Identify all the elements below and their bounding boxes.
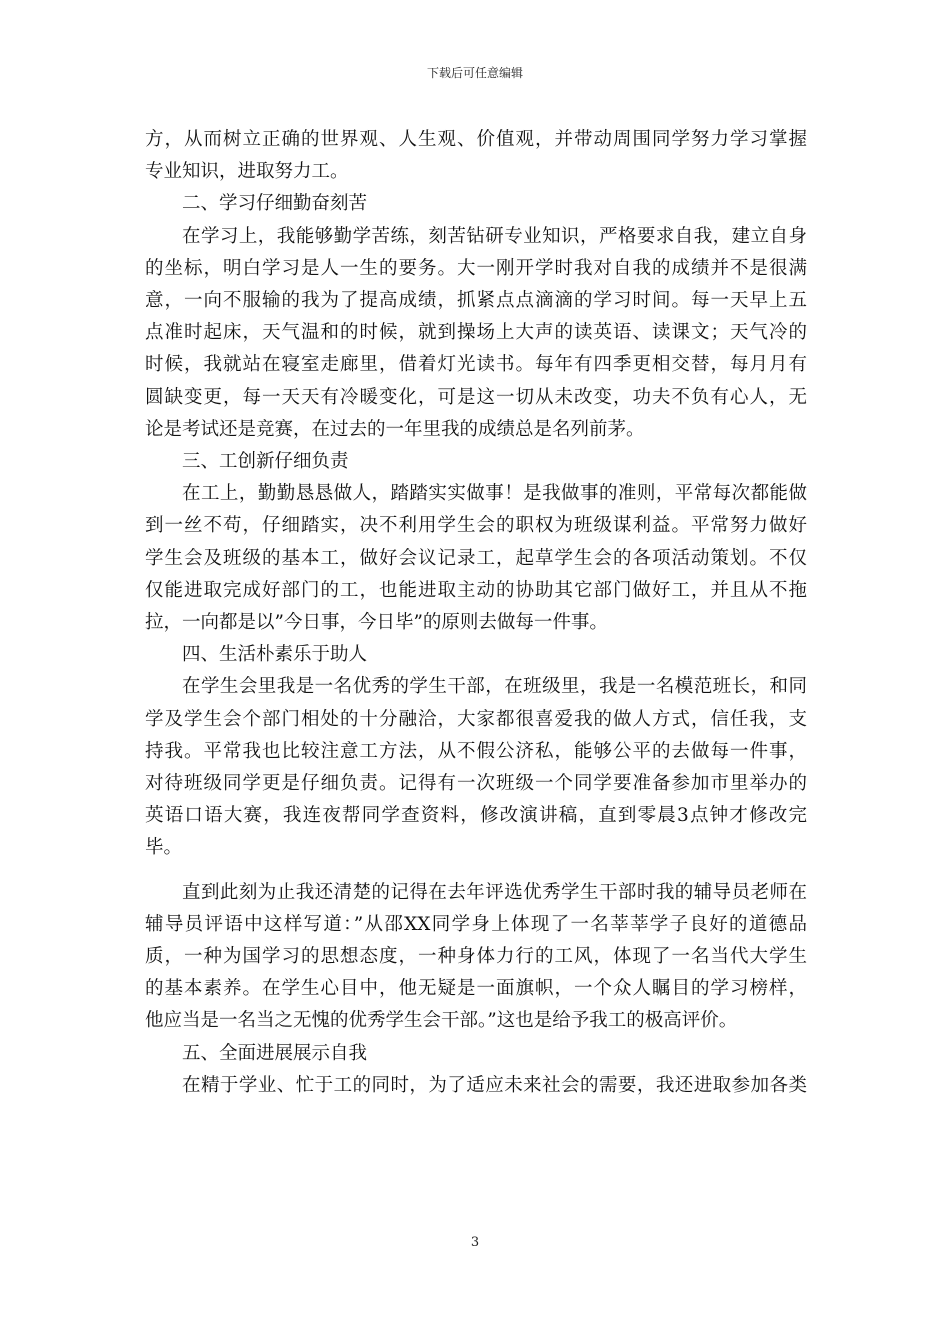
text-line: 专业知识，进取努力工。	[145, 161, 349, 183]
text-line: 直到此刻为止我还清楚的记得在去年评选优秀学生干部时我的辅导员老师在	[182, 881, 807, 903]
text-line: 意，一向不服输的我为了提高成绩，抓紧点点滴滴的学习时间。每一天早上五	[145, 290, 807, 312]
text-line: 到一丝不苟，仔细踏实，决不利用学生会的职权为班级谋利益。平常努力做好	[145, 515, 807, 537]
text-line: 的基本素养。在学生心目中，他无疑是一面旗帜，一个众人瞩目的学习榜样，	[145, 978, 807, 1000]
text-line: 辅导员评语中这样写道：”从邵XX同学身上体现了一名莘莘学子良好的道德品	[145, 913, 807, 935]
paragraph	[145, 1070, 807, 1102]
text-line: 方，从而树立正确的世界观、人生观、价值观，并带动周围同学努力学习掌握	[145, 129, 807, 150]
text-line: 对待班级同学更是仔细负责。记得有一次班级一个同学要准备参加市里举办的	[145, 773, 807, 795]
text-line: 时候，我就站在寝室走廊里，借着灯光读书。每年有四季更相交替，每月月有	[145, 354, 807, 376]
text-line: 学及学生会个部门相处的十分融洽，大家都很喜爱我的做人方式，信任我，支	[145, 708, 807, 730]
text-line: 在学生会里我是一名优秀的学生干部，在班级里，我是一名模范班长，和同	[182, 676, 807, 698]
header-text: 下载后可任意编辑	[426, 66, 523, 80]
text-line: 毕。	[145, 837, 183, 859]
text-line: 学生会及班级的基本工，做好会议记录工，起草学生会的各项活动策划。不仅	[145, 547, 807, 569]
text-line: 质，一种为国学习的思想态度，一种身体力行的工风，体现了一名当代大学生	[145, 946, 807, 968]
text-line: 拉，一向都是以”今日事，今日毕”的原则去做每一件事。	[145, 612, 608, 634]
page-header	[0, 64, 950, 82]
paragraph	[145, 221, 807, 446]
text-line: 在工上，勤勤恳恳做人，踏踏实实做事！是我做事的准则，平常每次都能做	[182, 483, 807, 505]
text-line: 英语口语大赛，我连夜帮同学查资料，修改演讲稿，直到零晨3点钟才修改完	[145, 805, 807, 827]
text-line: 的坐标，明白学习是人一生的要务。大一刚开学时我对自我的成绩并不是很满	[145, 257, 807, 279]
text-line: 持我。平常我也比较注意工方法，从不假公济私，能够公平的去做每一件事，	[145, 740, 807, 762]
paragraph	[145, 877, 807, 1038]
document-body	[145, 124, 807, 1102]
text-line: 他应当是一名当之无愧的优秀学生会干部。”这也是给予我工的极高评价。	[145, 1010, 738, 1032]
section-heading: 二、学习仔细勤奋刻苦	[182, 193, 368, 215]
text-line: 圆缺变更，每一天天有冷暖变化，可是这一切从未改变，功夫不负有心人，无	[145, 386, 807, 408]
page-number: 3	[470, 1235, 480, 1250]
text-line: 仅能进取完成好部门的工，也能进取主动的协助其它部门做好工，并且从不拖	[145, 579, 807, 601]
paragraph	[145, 124, 807, 188]
text-line: 点准时起床，天气温和的时候，就到操场上大声的读英语、读课文；天气冷的	[145, 322, 807, 344]
page-footer	[0, 1234, 950, 1252]
text-line: 在学习上，我能够勤学苦练，刻苦钻研专业知识，严格要求自我，建立自身	[182, 225, 807, 247]
text-line: 论是考试还是竞赛，在过去的一年里我的成绩总是名列前茅。	[145, 418, 645, 440]
paragraph	[145, 478, 807, 639]
section-heading: 三、工创新仔细负责	[182, 451, 349, 473]
section-heading: 五、全面进展展示自我	[182, 1042, 368, 1064]
text-line: 在精于学业、忙于工的同时，为了适应未来社会的需要，我还进取参加各类	[182, 1074, 807, 1096]
paragraph	[145, 671, 807, 864]
section-heading: 四、生活朴素乐于助人	[182, 644, 368, 666]
